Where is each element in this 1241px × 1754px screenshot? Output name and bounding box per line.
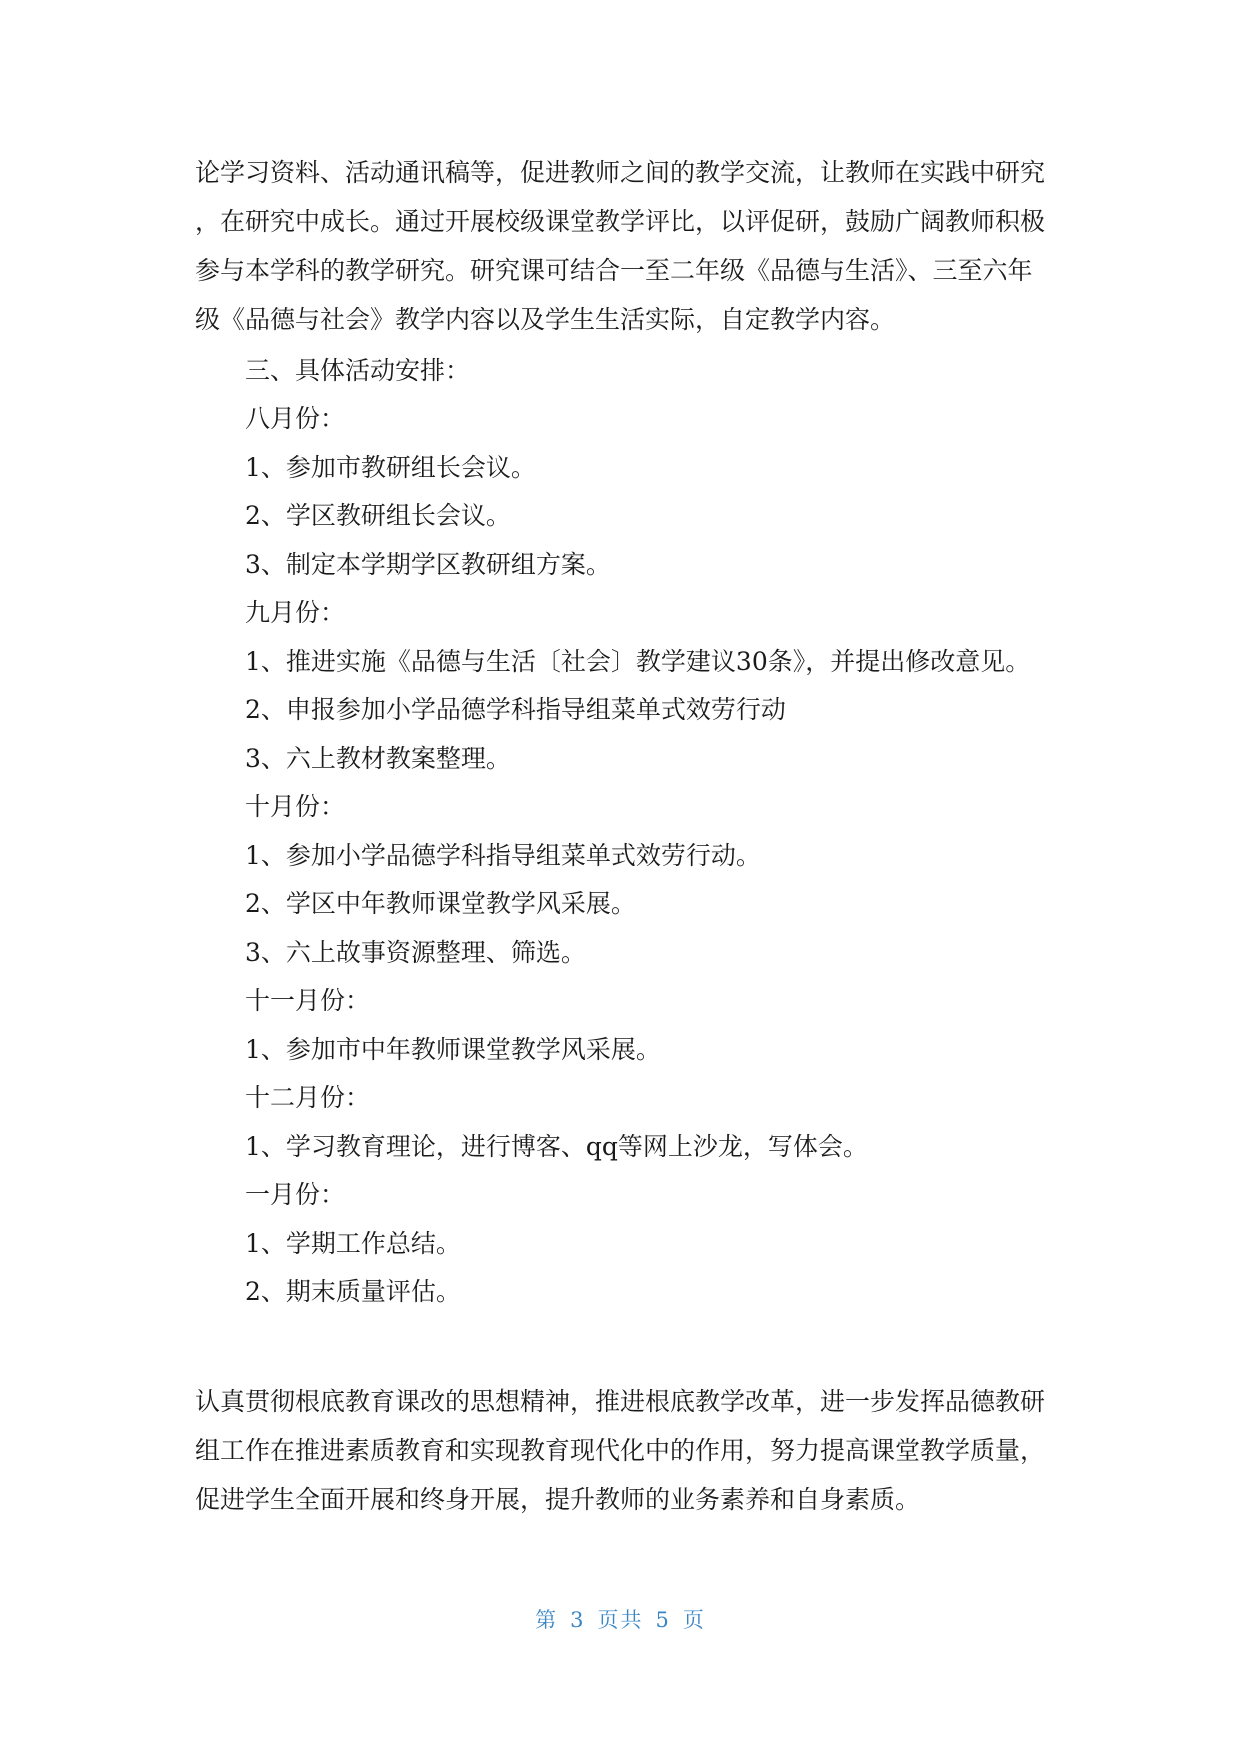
month-label: 八月份： — [245, 404, 346, 433]
month-label: 十月份： — [245, 792, 346, 821]
list-item: 1、推进实施《品德与生活〔社会〕教学建议30条》，并提出修改意见。 — [245, 647, 1031, 676]
list-item: 2、申报参加小学品德学科指导组菜单式效劳行动 — [245, 695, 786, 724]
list-item: 2、期末质量评估。 — [245, 1277, 461, 1306]
page-number-footer — [0, 1604, 1241, 1634]
footer-prefix: 第 — [535, 1608, 559, 1632]
list-item: 1、参加市中年教师课堂教学风采展。 — [245, 1035, 661, 1064]
month-label: 十一月份： — [245, 986, 371, 1015]
month-label: 九月份： — [245, 598, 346, 627]
list-item: 1、学习教育理论，进行博客、qq等网上沙龙，写体会。 — [245, 1132, 868, 1161]
month-label: 一月份： — [245, 1180, 346, 1209]
footer-current-page: 3 — [570, 1608, 586, 1632]
list-item: 1、学期工作总结。 — [245, 1229, 461, 1258]
intro-line: 参与本学科的教学研究。研究课可结合一至二年级《品德与生活》、三至六年 — [195, 256, 1033, 285]
closing-line: 组工作在推进素质教育和实现教育现代化中的作用，努力提高课堂教学质量， — [195, 1436, 1046, 1465]
closing-paragraph — [195, 1377, 1045, 1524]
list-item: 3、制定本学期学区教研组方案。 — [245, 550, 611, 579]
footer-middle: 页共 — [597, 1608, 644, 1632]
closing-line: 认真贯彻根底教育课改的思想精神，推进根底教学改革，进一步发挥品德教研 — [195, 1387, 1046, 1416]
list-item: 1、参加小学品德学科指导组菜单式效劳行动。 — [245, 841, 761, 870]
footer-total-pages: 5 — [655, 1608, 671, 1632]
schedule-heading: 三、具体活动安排： — [245, 356, 471, 385]
list-item: 2、学区教研组长会议。 — [245, 501, 511, 530]
list-item: 2、学区中年教师课堂教学风采展。 — [245, 889, 636, 918]
list-item: 1、参加市教研组长会议。 — [245, 453, 536, 482]
month-label: 十二月份： — [245, 1083, 371, 1112]
intro-line: 论学习资料、活动通讯稿等，促进教师之间的教学交流，让教师在实践中研究 — [195, 158, 1046, 187]
list-item: 3、六上教材教案整理。 — [245, 744, 511, 773]
intro-paragraph — [195, 148, 1045, 344]
intro-line: 级《品德与社会》教学内容以及学生生活实际，自定教学内容。 — [195, 305, 896, 334]
closing-line: 促进学生全面开展和终身开展，提升教师的业务素养和自身素质。 — [195, 1485, 921, 1514]
intro-line: ，在研究中成长。通过开展校级课堂教学评比，以评促研，鼓励广阔教师积极 — [195, 207, 1046, 236]
list-item: 3、六上故事资源整理、筛选。 — [245, 938, 586, 967]
footer-suffix: 页 — [682, 1608, 706, 1632]
